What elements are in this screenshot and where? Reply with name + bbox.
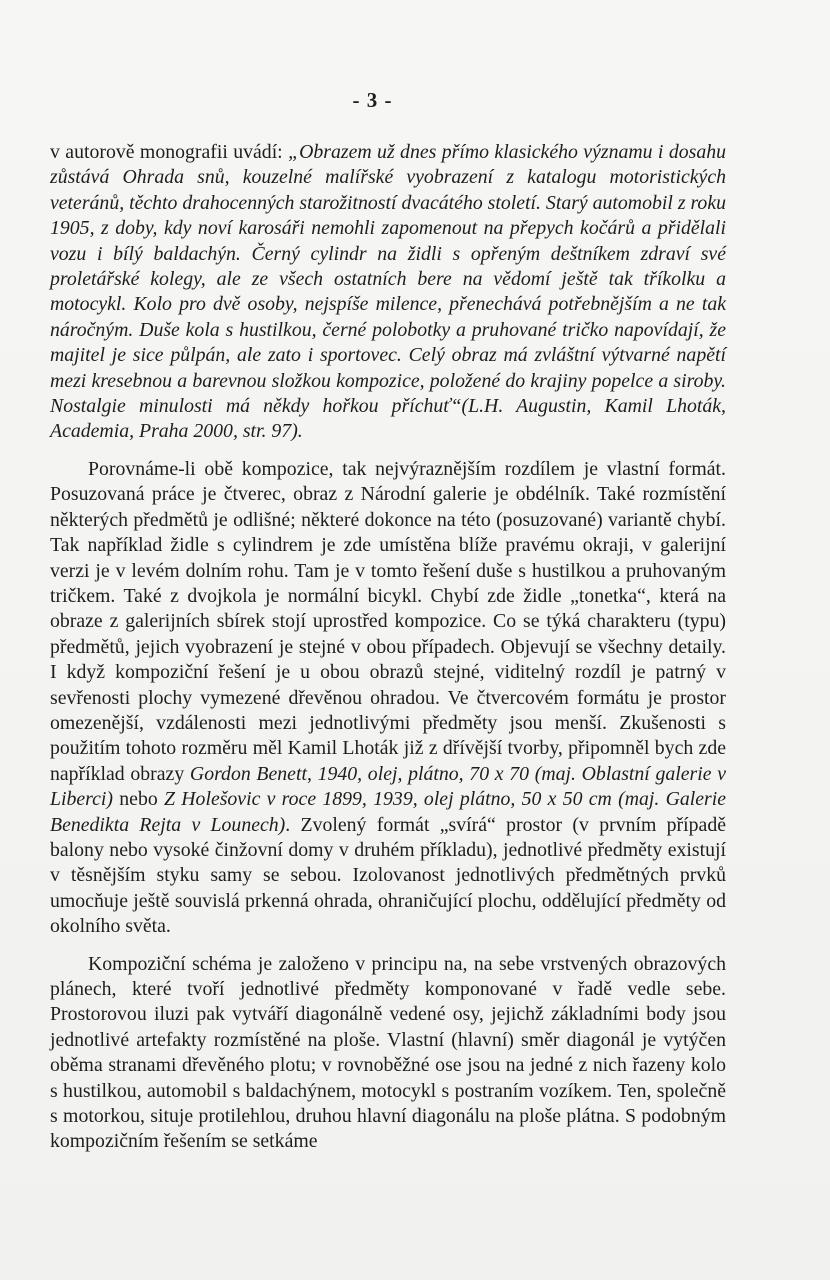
italic-text-run: Gordon Benett, 1940, olej, plátno, 70 x 70 (maj. Oblastní galerie v Liberci) xyxy=(50,762,726,811)
italic-text-run: „Obrazem už dnes přímo klasického významu i dosahu zůstává Ohrada snů, kouzelné malířské vyobrazení z katalogu motoristických veteránů, těchto drahocenných starožitností dvacátého století. Starý automobil z roku 1905, z doby, kdy noví karosáři nemohli zapomenout na přepych kočárů a přidělali vozu i bílý baldachýn. Černý cylindr na židli s opřeným deštníkem zdraví své proletářské kolegy, ale ze všech ostatních bere na vědomí ještě tak tříkolku a motocykl. Kolo pro dvě osoby, nejspíše milence, přenechává potřebnějším a ne tak náročným. Duše kola s hustilkou, černé polobotky a pruhované tričko napovídají, že majitel je sice půlpán, ale zato i sportovec. Celý obraz má zvláštní výtvarné napětí mezi kresebnou a barevnou složkou kompozice, položené do krajiny popelce a siroby. Nostalgie minulosti má někdy hořkou příchuť“(L.H. Augustin, Kamil Lhoták, Academia, Praha 2000, str. 97). xyxy=(50,141,726,443)
text-run: Kompoziční schéma je založeno v principu na, na sebe vrstvených obrazových plánech, které tvoří jednotlivé předměty komponované v řadě vedle sebe. Prostorovou iluzi pak vytváří diagonálně vedené osy, jejichž základními body jsou jednotlivé artefakty rozmístěné na ploše. Vlastní (hlavní) směr diagonál je vytýčen oběma stranami dřevěného plotu; v rovnoběžné ose jsou na jedné z nich řazeny kolo s hustilkou, automobil s baldachýnem, motocykl s postraním vozíkem. Ten, společně s motorkou, situje protilehlou, druhou hlavní diagonálu na ploše plátna. S podobným kompozičním řešením se setkáme xyxy=(50,952,726,1153)
paragraph-0 xyxy=(50,140,726,445)
text-run: nebo xyxy=(113,788,164,811)
page-number: - 3 - xyxy=(352,88,393,112)
italic-text-run: Z Holešovic v roce 1899, 1939, olej plátno, 50 x 50 cm (maj. Galerie Benedikta Rejta v Lounech) xyxy=(50,788,727,836)
paragraph-1 xyxy=(50,457,726,940)
paragraph-2 xyxy=(50,952,726,1155)
text-run: . Zvolený formát „svírá“ prostor (v prvním případě balony nebo vysoké činžovní domy v druhém příkladu), jednotlivé předměty existují v těsnějším styku samy se sebou. Izolovanost jednotlivých předmětných prvků umocňuje ještě souvislá prkenná ohrada, ohraničující plochu, oddělující předměty od okolního světa. xyxy=(50,813,726,938)
text-run: v autorově monografii uvádí: xyxy=(50,141,289,163)
body-text xyxy=(50,140,726,1155)
text-run: Porovnáme-li obě kompozice, tak nejvýraznějším rozdílem je vlastní formát. Posuzovaná práce je čtverec, obraz z Národní galerie je obdélník. Také rozmístění některých předmětů je odlišné; některé dokonce na této (posuzované) variantě chybí. Tak například židle s cylindrem je zde umístěna blíže pravému okraji, v galerijní verzi je v levém dolním rohu. Tam je v tomto řešení duše s hustilkou a pruhovaným tričkem. Také z dvojkola je normální bicykl. Chybí zde židle „tonetka“, která na obraze z galerijních sbírek stojí uprostřed kompozice. Co se týká charakteru (typu) předmětů, jejich vyobrazení je stejné v obou případech. Objevují se všechny detaily. I když kompoziční řešení je u obou obrazů stejné, viditelný rozdíl je patrný v sevřenosti plochy vymezené dřevěnou ohradou. Ve čtvercovém formátu je prostor omezenější, vzdálenosti mezi jednotlivými předměty jsou menší. Zkušenosti s použitím tohoto rozměru měl Kamil Lhoták již z dřívější tvorby, připomněl bych zde například obrazy xyxy=(50,457,726,785)
